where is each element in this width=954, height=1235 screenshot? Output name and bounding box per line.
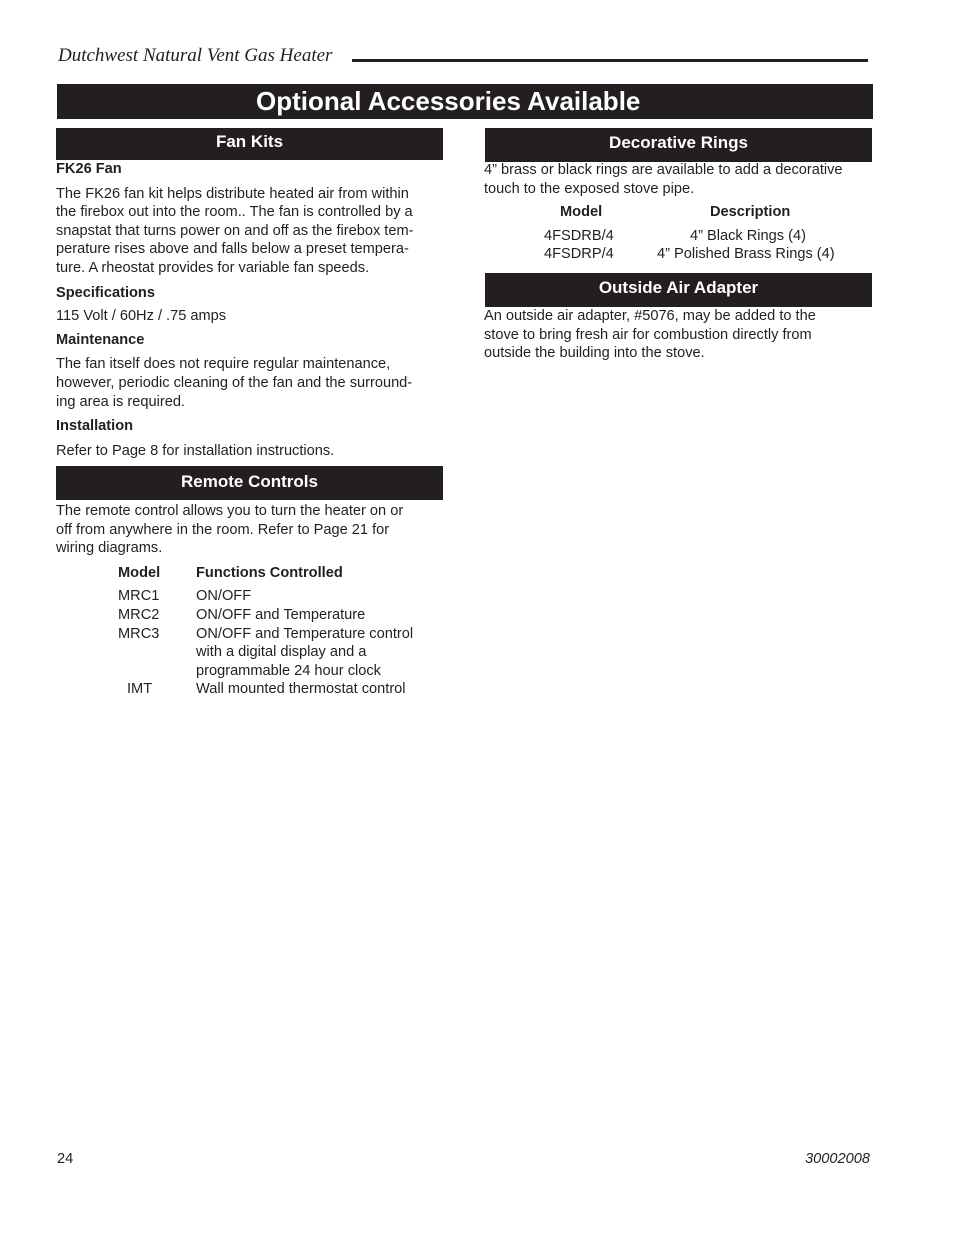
maintenance-heading: Maintenance <box>56 331 145 348</box>
rings-intro <box>484 161 874 198</box>
description-cell: 4” Black Rings (4) <box>690 227 806 244</box>
functions-line: with a digital display and a <box>196 644 367 661</box>
column-header-description: Description <box>710 204 791 221</box>
remote-controls-heading: Remote Controls <box>56 466 443 500</box>
model-cell: MRC2 <box>118 606 160 623</box>
model-cell: MRC1 <box>118 588 160 605</box>
outside-air-heading: Outside Air Adapter <box>485 273 872 307</box>
remote-intro-line: off from anywhere in the room. Refer to Page 21 for <box>56 521 390 538</box>
model-cell: MRC3 <box>118 625 160 642</box>
model-cell: 4FSDRB/4 <box>544 227 614 244</box>
table-header-row <box>118 564 413 588</box>
functions-cell <box>196 625 413 681</box>
decorative-rings-heading: Decorative Rings <box>485 128 872 162</box>
outside-air-line: An outside air adapter, #5076, may be added to the <box>484 308 816 324</box>
remote-intro-line: wiring diagrams. <box>56 540 163 557</box>
model-cell: 4FSDRP/4 <box>544 246 614 263</box>
table-row <box>544 227 835 246</box>
remote-models-table <box>118 564 413 699</box>
maintenance-line: The fan itself does not require regular maintenance, <box>56 356 391 373</box>
functions-line: programmable 24 hour clock <box>196 662 381 679</box>
table-row <box>118 606 413 625</box>
column-header-model: Model <box>560 204 603 221</box>
outside-air-line: stove to bring fresh air for combustion directly from <box>484 326 812 343</box>
fan-description-line: The FK26 fan kit helps distribute heated air from within <box>56 185 409 202</box>
table-row <box>118 680 413 699</box>
column-header-model: Model <box>118 564 161 581</box>
rings-table <box>544 203 835 264</box>
fan-description <box>56 185 442 278</box>
functions-cell: ON/OFF and Temperature <box>196 606 366 623</box>
specifications-value: 115 Volt / 60Hz / .75 amps <box>56 308 227 325</box>
outside-air-section <box>484 307 874 363</box>
fan-description-line: snapstat that turns power on and off as the firebox tem- <box>56 222 414 239</box>
decorative-rings-section <box>484 161 874 264</box>
fan-name: FK26 Fan <box>56 161 122 177</box>
fan-description-line: the firebox out into the room.. The fan is controlled by a <box>56 204 413 221</box>
fan-kits-section <box>56 160 442 460</box>
fan-kits-heading: Fan Kits <box>56 128 443 160</box>
fan-description-line: ture. A rheostat provides for variable fan speeds. <box>56 259 370 276</box>
description-cell: 4” Polished Brass Rings (4) <box>657 246 835 263</box>
document-number: 30002008 <box>805 1151 870 1167</box>
installation-text: Refer to Page 8 for installation instructions. <box>56 442 335 459</box>
page-title: Optional Accessories Available <box>57 84 873 119</box>
rings-intro-line: 4” brass or black rings are available to add a decorative <box>484 162 843 178</box>
table-row <box>118 587 413 606</box>
maintenance-line: ing area is required. <box>56 393 185 410</box>
maintenance-line: however, periodic cleaning of the fan and the surround- <box>56 374 413 391</box>
remote-intro-line: The remote control allows you to turn the heater on or <box>56 503 404 519</box>
header-rule <box>352 59 868 62</box>
specifications-heading: Specifications <box>56 284 155 301</box>
maintenance-text <box>56 355 442 411</box>
fan-description-line: perature rises above and falls below a preset tempera- <box>56 241 409 258</box>
table-row <box>544 245 835 264</box>
page-number: 24 <box>57 1151 74 1167</box>
running-header-title: Dutchwest Natural Vent Gas Heater <box>58 45 333 66</box>
functions-cell: ON/OFF <box>196 588 252 605</box>
remote-intro <box>56 502 442 558</box>
model-cell: IMT <box>127 681 153 698</box>
table-header-row <box>544 203 835 227</box>
remote-controls-section <box>56 502 442 699</box>
installation-heading: Installation <box>56 418 134 435</box>
rings-intro-line: touch to the exposed stove pipe. <box>484 180 695 197</box>
functions-line: ON/OFF and Temperature control <box>196 625 414 642</box>
table-row <box>118 625 413 681</box>
column-header-functions: Functions Controlled <box>196 564 343 581</box>
functions-cell: Wall mounted thermostat control <box>196 681 406 698</box>
outside-air-line: outside the building into the stove. <box>484 345 705 362</box>
